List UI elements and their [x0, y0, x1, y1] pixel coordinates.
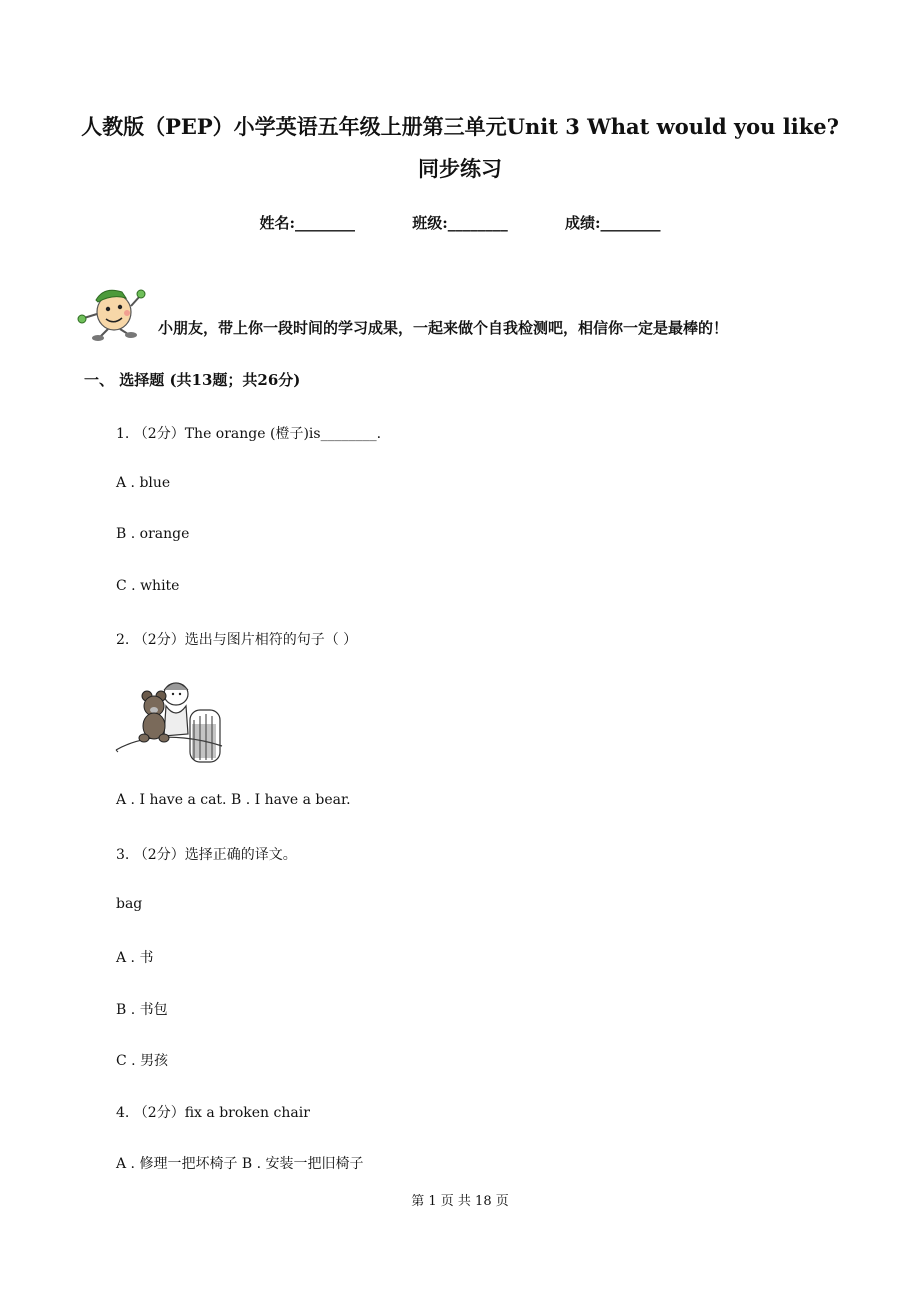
encouragement-text: 小朋友，带上你一段时间的学习成果，一起来做个自我检测吧，相信你一定是最棒的！	[158, 319, 729, 337]
question-4-stem: 4. （2分）fix a broken chair	[116, 1105, 310, 1121]
document-title: 人教版（PEP）小学英语五年级上册第三单元Unit 3 What would you like? 同步练习	[81, 114, 839, 181]
mascot-icon	[74, 282, 148, 342]
section-title: 一、 选择题 (共13题；共26分)	[84, 371, 301, 389]
score-field: 成绩:________	[565, 214, 661, 232]
page-footer: 第 1 页 共 18 页	[411, 1194, 509, 1209]
question-1-stem: 1. （2分）The orange (橙子)is________.	[116, 426, 382, 442]
girl-with-teddy-bear-image	[114, 676, 224, 766]
question-3-option-a: A . 书	[116, 950, 154, 966]
name-field: 姓名:________	[259, 214, 355, 232]
question-3-option-b: B . 书包	[116, 1002, 168, 1018]
student-info-row	[0, 212, 920, 233]
question-4-options: A . 修理一把坏椅子 B . 安装一把旧椅子	[116, 1156, 364, 1172]
class-field: 班级:________	[412, 214, 508, 232]
question-2-stem: 2. （2分）选出与图片相符的句子（ ）	[116, 632, 358, 648]
question-1-option-b: B . orange	[116, 526, 190, 542]
question-3-word: bag	[116, 896, 143, 912]
question-3-option-c: C . 男孩	[116, 1053, 169, 1069]
question-1-option-a: A . blue	[116, 475, 171, 491]
question-1-option-c: C . white	[116, 578, 180, 594]
question-2-options: A . I have a cat. B . I have a bear.	[116, 792, 351, 808]
question-3-stem: 3. （2分）选择正确的译文。	[116, 847, 297, 863]
